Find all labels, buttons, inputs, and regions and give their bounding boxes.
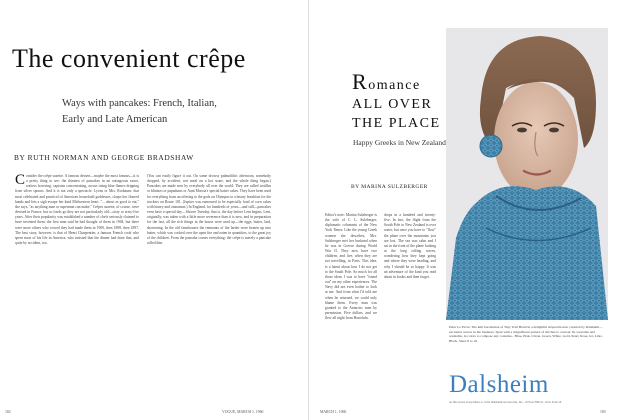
ad-photograph	[446, 28, 608, 320]
article-byline: BY RUTH NORMAN AND GEORGE BRADSHAW	[14, 153, 194, 162]
body-column-2	[147, 174, 271, 402]
article-subtitle-line-2: Early and Late American	[62, 114, 168, 125]
article-subtitle-line-1: Ways with pancakes: French, Italian,	[62, 98, 217, 109]
article-title: The convenient crêpe	[12, 44, 246, 73]
romance-column-1	[325, 213, 377, 405]
ad-caption: Peter Le Fevre: The knit fascination of Tiny Trail Braid in a delightful striped mosaic creation by Dalsheim—exclusive source in the business. Spun with a magnificent pattern of stitches to contour fit, wearable and washable, in colors to compose any costume... Blue, Pink, Citron, Green, White, Gold, Pearl, Rose, Jet, Lilac, Black. Sizes 8 to 16.	[449, 325, 603, 343]
drop-cap: C	[15, 174, 26, 188]
romance-title	[352, 69, 452, 133]
romance-column-2	[384, 213, 436, 405]
body-column-1	[15, 174, 139, 402]
romance-column-2-text: drops in a hundred and twenty-five. In fact, the flight from the South Pole to New Zealand is over water, but once you have to "flow" the plane over the mountains you are lost. The sea was calm and I sat in the front of the plane looking at the long rolling waves, wondering how they kept going and where they were heading, and why I should be so happy. It was an adventure of the kind you read about in books and then forget.	[384, 213, 436, 279]
right-page-date: MARCH 1, 1960	[320, 410, 347, 414]
romance-title-line-1: Romance	[352, 69, 421, 94]
romance-title-line-3: THE PLACE	[352, 116, 441, 131]
left-page-date: VOGUE, MARCH 1, 1960	[222, 410, 264, 414]
model-portrait-illustration	[446, 28, 608, 320]
romance-title-line-2: ALL OVER	[352, 97, 433, 112]
dalsheim-advertisement	[446, 28, 608, 413]
romance-column-1-text: Editor's note: Marina Sulzberger is the wife of C. L. Sulzberger, diplomatic columnist of the New York Times. Like the young Greek women she describes, Mrs. Sulzberger met her husband when he was in Greece during World War II. They now have two children, and live, when they are not travelling, in Paris. This idea, is a latent about how I do not get to the South Pole. So much for all those ideas I was to have "found out" on my other experiences. The Navy did not even bother to look at me. And from what I'd told me when he returned, we could only blame them. Every man was granted to the Antarctic men by permission. Five dollars, and we flew all night from Honolulu.	[325, 213, 377, 321]
left-page-number: 182	[5, 410, 11, 414]
right-page-number: 183	[600, 410, 606, 414]
body-column-2-text: (You can easily figure it out. On some drowsy palmolithic afternoon, somebody dropped, by accident, wet meal on a hot stone, and the whole thing began.) Pancakes are made now by everybody all over the world. They are called tortillas or blintzes or papadums or Aunt Marcia's special batter cakes. They have been used for everything from an offering to the gods on Olympus to a hearty breakfast for the truckers on Route 101. (Jupiter was rumoured to be especially fond of corn cakes with honey and cinnamon.) In England, for hundreds of years—and still—pancakes even have a special day—Shrove Tuesday, that is, the day before Lent begins. Lent, originally, was taken with a little more reverence than it is now, and in preparation for the fast, all the rich things in the house were used up—the eggs, butter, lard, shortening. In the old farmhouses the remnants of the larder were beaten up into batter, which was cooked over the open fire and eaten in quantities, to the great joy of the children. From the pancake comes everything: the crêpe is merely a pancake rolled thin.	[147, 174, 271, 246]
body-column-1-text: onsider the crêpe suzette. A famous dessert—maybe the most famous—it is a pretty thing to see: the thinnest of pancakes in an outrageous sauce, waiters hovering, captains concentrating, across rising blue flames dripping from silver spoons. And it is not only a spectacle. Lyons or Mrs. Rorbaum: that most celebrated and practical of American household goddesses, clasps her floured hands and lets a sigh escape her kind Midwestern heart. "... about as good to eat," she says, "as anything man or superman can make." Crêpes suzette, of course, were devised in France, but so foods go they are not particularly old—sixty or sixty-five years. After their popularity was established a number of chefs seriously claimed to have invented them: the first man said he had thought of them in 1904, but there were more others who vowed they had made them in 1900, then 1898, then 1897. The best story, however, is that of Henri Charpentier, a famous French cook who spent most of his life in America, who insisted that the dinner had done that, and quite by accident, too.	[15, 174, 139, 246]
romance-subtitle: Happy Greeks in New Zealand	[353, 138, 446, 147]
romance-byline: BY MARINA SULZBERGER	[351, 184, 428, 190]
ad-fine-print: At fine stores everywhere or write Dalsheim Accessories, Inc., 10 East 39th St., New York 16	[449, 400, 562, 404]
ad-brand-logo: Dalsheim	[449, 371, 549, 398]
